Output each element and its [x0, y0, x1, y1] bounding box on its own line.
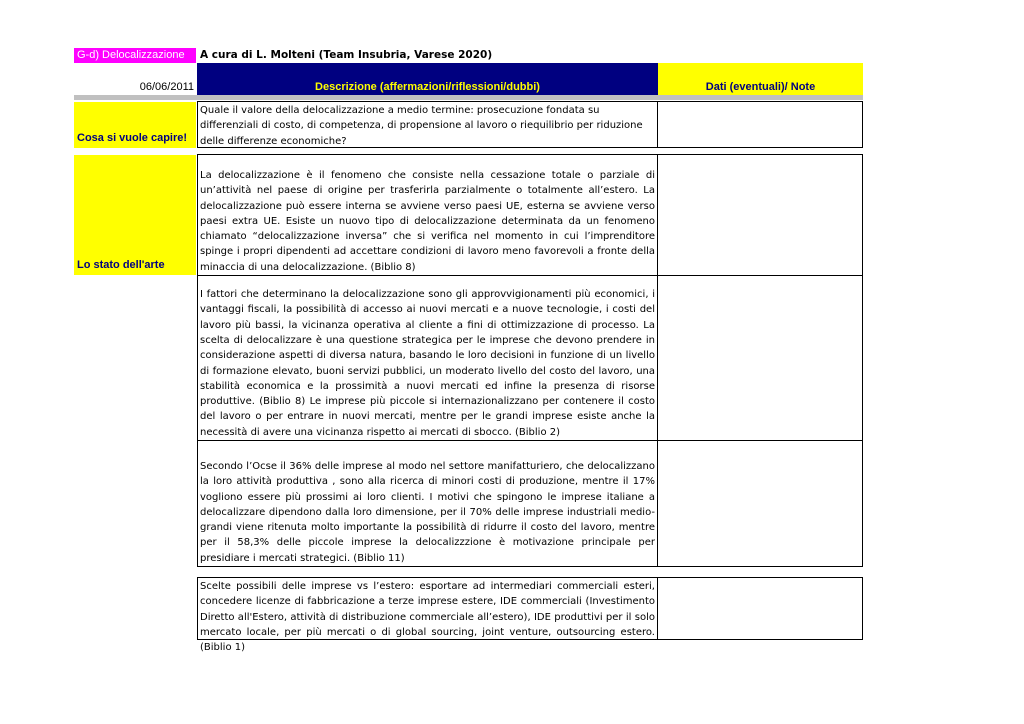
- description-cell[interactable]: [197, 577, 658, 654]
- notes-cell[interactable]: [657, 440, 863, 567]
- column-header-description: Descrizione (affermazioni/riflessioni/dubbi): [197, 63, 658, 95]
- row-label-text: Cosa si vuole capire!: [77, 132, 188, 144]
- description-text: I fattori che determinano la delocalizzazione sono gli approvvigionamenti più economici, i vantaggi fiscali, la possibilità di accesso ai nuovi mercati e a nuove tecnologie, i costi del lavoro più bassi, la vicinanza operativa al cliente a fini di ottimizzazione di processo. La scelta di delocalizzare è una questione strategica per le imprese che devono prendere in considerazione aspetti di diversa natura, basando le loro decisioni in funzione di un livello di formazione elevato, buoni servizi pubblici, un moderato livello del costo del lavoro, una stabilità economica e la prossimità a nuovi mercati ed infine la presenza di risorse produttive. (Biblio 8) Le imprese più piccole si internazionalizzano per contenere il costo del lavoro o per entrare in nuovi mercati, mentre per le grandi imprese esiste anche la necessità di avere una vicinanza rispetto ai mercati di sbocco. (Biblio 2): [200, 289, 655, 438]
- row-label-question: [74, 102, 196, 148]
- description-text: Scelte possibili delle imprese vs l’estero: esportare ad intermediari commerciali esteri, concedere licenze di fabbricazione a terze imprese estere, IDE commerciali (Investimento Diretto all'Estero, attività di distribuzione commerciale all’estero), IDE produttivi per il solo mercato locale, per più mercati o di global sourcing, joint venture, outsourcing estero. (Biblio 1): [200, 581, 655, 654]
- notes-cell[interactable]: [657, 275, 863, 441]
- description-text: Secondo l’Ocse il 36% delle imprese al modo nel settore manifatturiero, che delocalizzano la loro attività produttiva , sono alla ricerca di minori costi di produzione, mentre il 17% vogliono essere più prossimi ai loro clienti. I motivi che spingono le imprese italiane a delocalizzare dipendono dalla loro dimensione, per il 70% delle imprese industriali medio-grandi viene ritenuta molto importante la possibilità di ridurre il costo del lavoro, mentre per il 58,3% delle piccole imprese la delocalizzzione è motivazione principale per presidiare i mercati strategici. (Biblio 11): [200, 460, 655, 564]
- date-cell: 06/06/2011: [139, 81, 194, 93]
- description-cell[interactable]: [197, 275, 658, 441]
- row-label-text: Lo stato dell'arte: [77, 259, 165, 271]
- description-cell[interactable]: [197, 101, 658, 148]
- row-label-state-of-art: [74, 155, 196, 275]
- notes-cell[interactable]: [657, 154, 863, 276]
- header-divider: [74, 95, 863, 100]
- description-cell[interactable]: [197, 154, 658, 276]
- credit-line: A cura di L. Molteni (Team Insubria, Varese 2020): [200, 49, 493, 61]
- description-text: Quale il valore della delocalizzazione a medio termine: prosecuzione fondata su differenziali di costo, di competenza, di propensione al lavoro o riequilibrio per riduzione delle differenze economiche?: [200, 105, 643, 147]
- column-header-notes: Dati (eventuali)/ Note: [658, 63, 863, 95]
- notes-cell[interactable]: [657, 577, 863, 640]
- notes-cell[interactable]: [657, 101, 863, 148]
- description-text: La delocalizzazione è il fenomeno che consiste nella cessazione totale o parziale di un’attività nel paese di origine per trasferirla parzialmente o totalmente all’estero. La delocalizzazione può essere interna se avviene verso paesi UE, esterna se avviene verso paesi extra UE. Esiste un nuovo tipo di delocalizzazione determinata da un fenomeno chiamato “delocalizzazione inversa” che si verifica nel momento in cui l’imprenditore spinge i propri dipendenti ad accettare condizioni di lavoro meno favorevoli a fronte della minaccia di una delocalizzazione. (Biblio 8): [200, 169, 655, 273]
- description-cell[interactable]: [197, 440, 658, 567]
- sheet-tag: G-d) Delocalizzazione: [74, 48, 196, 63]
